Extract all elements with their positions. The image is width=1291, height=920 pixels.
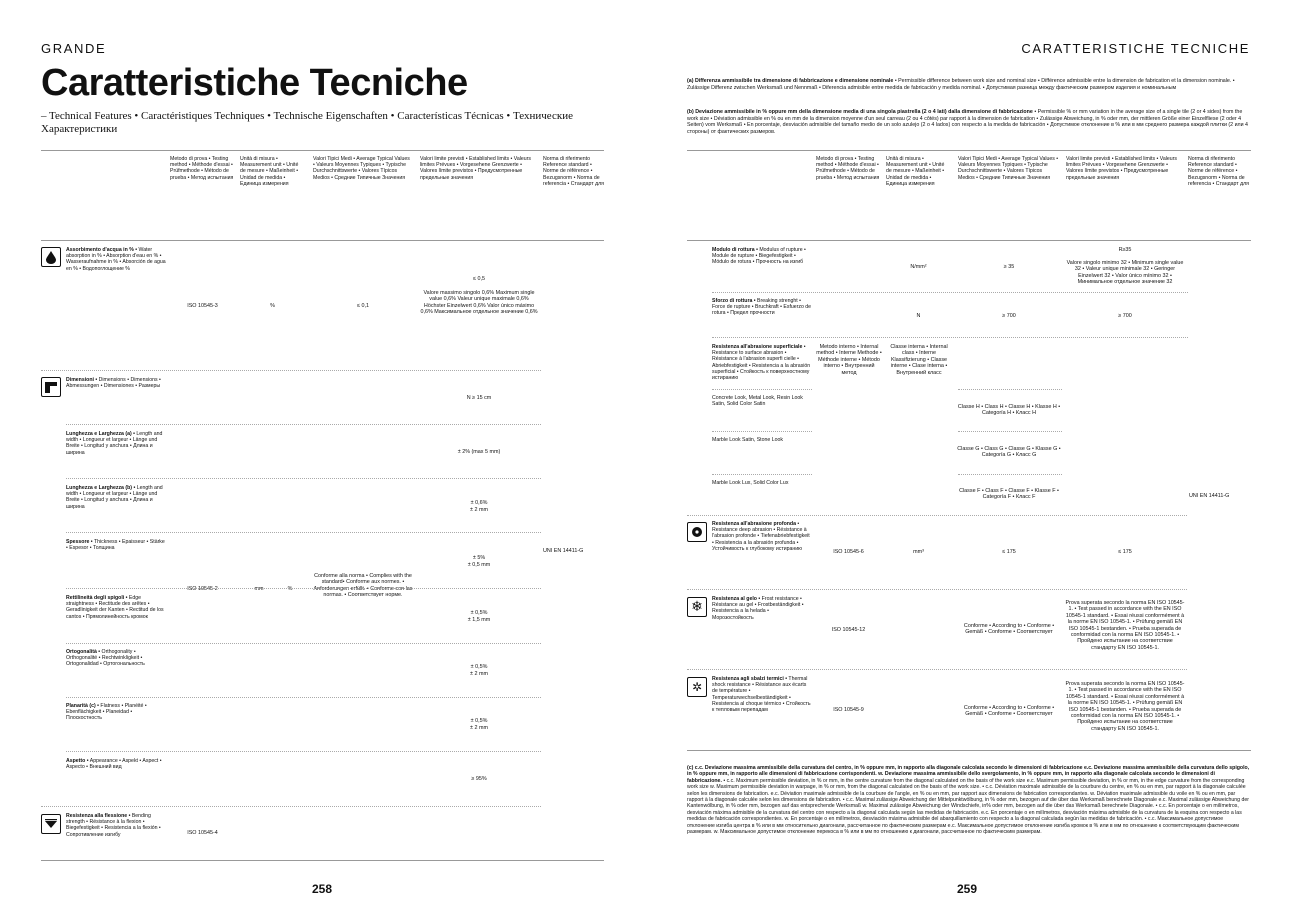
thermal-icon: ✲ [687, 677, 707, 697]
row-divider [41, 370, 541, 371]
thermal-typical: Conforme • According to • Conforme • Gemäß • Conforme • Соответствует [963, 705, 1055, 718]
frost-typical: Conforme • According to • Conforme • Gemäß • Conforme • Соответствует [963, 623, 1055, 636]
header-method: Metodo di prova • Testing method • Méthode d'essai • Prüfmethode • Método de prueba • Метод испытания [816, 156, 880, 181]
row-thickness-label: Spessore • Thickness • Epaisseur • Stärke • Espesor • Толщина [66, 539, 165, 552]
sub-row-1-typical: Classe H • Class H • Classe H • Klasse H • Categoría H • Класс H [957, 404, 1061, 417]
modulus-typical: ≥ 35 [1003, 264, 1015, 270]
frost-limit: Prova superata secondo la norma EN ISO 10545-1. • Test passed in accordance with the EN ISO 10545-1 standard. • Essai réussi conformément à la norme EN ISO 10545-1. • Prüfung gemäß EN ISO 10545-1 bestanden. • Prueba superada de conformidad con la norma EN ISO 10545-1. • Пройдено испытание на соответствие стандарту EN ISO 10545-1. [1065, 600, 1185, 651]
header-limits: Valori limite previsti • Established limits • Valeurs limites Prévues • Vorgesehene Grenzwerte • Valores límite previstos • Предусмотренные предельные значения [1066, 156, 1177, 181]
row-divider [66, 424, 541, 425]
thermal-method: ISO 10545-9 [833, 707, 864, 713]
dimensions-group-typical: Conforme alla norma • Complies with the standard• Conforme aux normes. • Anforderungen erfüllt. • Conforme con las normas. • Соответствует норме. [313, 573, 413, 599]
modulus-unit: N/mm² [910, 264, 927, 270]
row-surface-abrasion-label: Resistenza all'abrasione superficiale • Resistance to surface abrasion • Résistance à l'abrasion superfi cielle • Abriebfestigkeit • Resistencia a la abrasión superficial • Стойкость к поверхностному истиранию [712, 344, 811, 382]
footnote-a: (a) Differenza ammissibile tra dimensione di fabbricazione e dimensione nominale • Permissible difference between work size and nominal size • Différence admissible entre la dimension de fabrication et la dimension nominale. • Zulässige Differenz zwischen Werksmaß und Nennmaß • Diferencia admisible entre medida de fabricación y medida nominal. • Допустимая разница между фактическим размером изделия и номинальным [687, 78, 1235, 91]
row-divider [41, 806, 541, 807]
dimensions-limit: N ≥ 15 cm [466, 395, 492, 401]
row-water-label: Assorbimento d'acqua in % • Water absorption in % • Absorption d'eau en % • Wasseraufnahme in % • Absorción de agua en % • Водопоглощение % [66, 247, 166, 272]
breaking-typical: ≥ 700 [1002, 313, 1016, 319]
row-divider [712, 292, 1188, 293]
row-deep-abrasion-label: Resistenza all'abrasione profonda • Resistance deep abrasion • Résistance à l'abrasion profonde • Tiefenabriebfestigkeit • Resistencia a la abrasión profunda • Устойчивость к глубокому истиранию [712, 521, 810, 552]
row-flatness-label: Planarità (c) • Flatness • Planéité • Ebenflächigkeit • Planeidad • Плоскостность [66, 703, 147, 722]
sub-row-3-typical: Classe F • Class F • Classe F • Klasse F • Categoría F • Класс F [959, 488, 1059, 501]
header-typical: Valori Tipici Medi • Average Typical Values • Valeurs Moyennes Typiques • Typische Durchschnittswerte • Valores Típicos Medios • Средние Типичные Значения [313, 156, 410, 181]
bottom-divider [41, 860, 604, 861]
sub-row-1-label: Concrete Look, Metal Look, Resin Look Satin, Solid Color Satin [712, 395, 803, 408]
bending-icon [41, 814, 61, 834]
table-divider [687, 240, 1251, 241]
dimensions-group-unit-mm: mm [254, 586, 264, 592]
row-divider [958, 389, 1062, 390]
appearance-limit: ≥ 95% [471, 776, 487, 782]
row-bending-label: Resistenza alla flessione • Bending strength • Résistance à la flexion • Biegefestigkeit • Resistencia a la flexión • Сопротивление изгибу [66, 813, 161, 838]
footnote-c: (c) c.c. Deviazione massima ammissibile della curvatura del centro, in % oppure mm, in rapporto alla diagonale calcolata secondo le dimensioni di fabbricazione e.c. Deviazione massima ammissibile della curvatura dello spigolo, in % oppure mm, in rapporto alle dimensioni di fabbricazione corrispondenti. w. Deviazione massima ammissibile dello svergolamento, in % oppure mm, in rapporto alla diagonale calcolata secondo le dimensioni di fabbricazione. • c.c. Maximum permissible deviation, in % or mm, in the centre curvature from the diagonal calculated on the basis of the work size e.c. Maximum permissible deviation, in % or mm, in the edge curvature from the corresponding work size w. Maximum permissible deviation in warpage, in % or mm, from the diagonal calculated on the basis of the work size. • c.c. Déviation maximale admissible de la courbure du centre, en % ou en mm, par rapport à la diagonale calculée selon les dimensions de fabrication. e.c. Déviation maximale admissible de la courbure de l'angle, en % ou en mm, par rapport aux dimensions de fabrication correspondantes. w. Déviation maximale admissible du voile en % ou en mm, par rapport à la diagonale calculée selon les dimensions de fabrication. • c.c. Maximal zulässige Abweichung der Mittelpunktwölbung, in % oder mm, bezogen auf die über das Werksmaß berechnete Diagonale e.c. Maximal zulässige Abweichung der Kantenwölbung, in % oder mm, bezogen auf das entsprechende Werksmaß w. Maximal zulässige Abweichung der Windschiefe, in% oder mm, bezogen auf die über das Werksmaß berechnete Diagonale. • c.c. En porcentaje o en milímetros, desviación máxima admisible de la curvatura del centro con respecto a la diagonal calculada según las medidas de fabricación. e.c. En porcentaje o en milímetros, desviación máxima admisible de la curvatura de la esquina con respecto a las medidas de fabricación correspondientes. w. En porcentaje o en milímetros, desviación máxima admisible del abarquillamiento con respecto a la diagonal calculada según las medidas de fabricación. • c.c. Максимальное допустимое отклонение изгиба центра в % или в мм относительно диагонали, рассчитанное по фактическим размерам e.c. Максимальное допустимое отклонение изгиба кромок в % или в мм по отношению к соответствующим фактическим размерам. w. Максимальное допустимое отклонение перекоса в % или в мм по отношению к диагонали, рассчитанное по фактическим размерам. [687, 765, 1250, 836]
deep-abrasion-typical: ≤ 175 [1002, 549, 1016, 555]
row-divider [66, 588, 541, 589]
row-dimensions-label: Dimensioni • Dimensions • Dimensions • Abmessungen • Dimensiones • Размеры [66, 377, 161, 390]
row-divider [687, 589, 1187, 590]
sub-row-2-label: Marble Look Satin, Stone Look [712, 437, 783, 443]
surface-abrasion-method: Metodo interno • Internal method • Interne Methode • Méthode interne • Método interno • Внутренний метод [816, 344, 882, 376]
deep-abrasion-method: ISO 10545-6 [833, 549, 864, 555]
flatness-limit-pct: ± 0,5% [470, 718, 488, 724]
row-length-b-label: Lunghezza e Larghezza (b) • Length and width • Longueur et largeur • Länge und Breite • Longitud y anchura • Длина и ширина [66, 485, 163, 510]
row-divider [712, 389, 812, 390]
row-divider [712, 474, 812, 475]
page-number: 259 [957, 882, 978, 896]
deep-abrasion-limit: ≤ 175 [1118, 549, 1132, 555]
row-length-a-label: Lunghezza e Larghezza (a) • Length and width • Longueur et largeur • Länge und Breite • Longitud y anchura • Длина и ширина [66, 431, 163, 456]
length-b-limit-mm: ± 2 mm [470, 507, 488, 513]
left-page [0, 0, 645, 920]
page-title: Caratteristiche Tecniche [41, 62, 468, 104]
abrasion-norm: UNI EN 14411-G [1189, 493, 1230, 499]
page-subtitle: – Technical Features • Caractéristiques Techniques • Technische Eigenschaften • Características Técnicas • Технические Характеристики [41, 110, 573, 135]
row-divider [712, 337, 1188, 338]
water-drop-icon [41, 247, 61, 267]
breaking-limit: ≥ 700 [1118, 313, 1132, 319]
row-frost-label: Resistenza al gelo • Frost resistance • Résistance au gel • Frostbeständigkeit • Resistencia a la helada • Морозостойкость [712, 596, 804, 621]
table-bottom-divider [687, 750, 1251, 751]
orthogonality-limit-mm: ± 2 mm [470, 671, 488, 677]
surface-abrasion-unit: Classe interna • Internal class • Interne Klassifizierung • Classe interne • Clase interna • Внутренний класс [890, 344, 948, 376]
row-divider [66, 751, 541, 752]
right-page [646, 0, 1291, 920]
water-method: ISO 10545-3 [187, 303, 218, 309]
water-typical: ≤ 0,1 [357, 303, 369, 309]
row-divider [66, 478, 541, 479]
top-divider [41, 150, 604, 151]
sub-row-2-typical: Classe G • Class G • Classe G • Klasse G • Categoría G • Класс G [957, 446, 1061, 459]
abrasion-disc-icon [687, 522, 707, 542]
bending-method: ISO 10545-4 [187, 830, 218, 836]
top-divider [687, 150, 1251, 151]
row-straightness-label: Rettilineità degli spigoli • Edge straightness • Rectitude des arêtes • Geradlinigkeit der Kanten • Rectitud de los cantos • Прямолинейность кромок [66, 595, 164, 620]
header-limits: Valori limite previsti • Established limits • Valeurs limites Prévues • Vorgesehene Grenzwerte • Valores límite previstos • Предусмотренные предельные значения [420, 156, 531, 181]
dimensions-group-unit-pct: % [287, 586, 293, 592]
header-norm: Norma di riferimento Reference standard • Norme de référence • Bezugsnorm • Norma de referencia • Стандарт для [543, 156, 604, 187]
header-method: Metodo di prova • Testing method • Méthode d'essai • Prüfmethode • Método de prueba • Метод испытания [170, 156, 234, 181]
row-modulus-label: Modulo di rottura • Modulus of rupture • Module de rupture • Biegefestigkeit • Módulo de rotura • Прочность на изгиб [712, 247, 806, 266]
header-typical: Valori Tipici Medi • Average Typical Values • Valeurs Moyennes Typiques • Typische Durchschnittswerte • Valores Típicos Medios • Средние Типичные Значения [958, 156, 1059, 181]
row-divider [958, 431, 1062, 432]
row-breaking-label: Sforzo di rottura • Breaking strenght • Force de rupture • Bruchkraft • Esfuerzo de rotura • Предел прочности [712, 298, 812, 317]
header-unit: Unità di misura • Measurement unit • Unité de mesure • Maßeinheit • Unidad de medida • Единица измерения [886, 156, 945, 187]
row-divider [66, 643, 541, 644]
modulus-limit-detail: Valore singolo minimo 32 • Minimum single value 32 • Valeur unique minimale 32 • Geringer Einzelwert 32 • Valor único mínimo 32 • Минимальное отдельное значение 32 [1066, 260, 1184, 286]
row-orthogonality-label: Ortogonalità • Orthogonality • Orthogonalité • Rechtwinkligkeit • Ortogonalidad • Ортогональность [66, 649, 145, 668]
row-divider [687, 669, 1187, 670]
table-divider [41, 240, 604, 241]
modulus-limit: R≥35 [1118, 247, 1132, 253]
flatness-limit-mm: ± 2 mm [470, 725, 488, 731]
brand-label: CARATTERISTICHE TECNICHE [1021, 41, 1250, 56]
length-b-limit-pct: ± 0,6% [470, 500, 488, 506]
row-divider [687, 515, 1187, 516]
row-appearance-label: Aspetto • Appearance • Aspekt • Aspect • Aspecto • Внешний вид [66, 758, 162, 771]
frost-method: ISO 10545-12 [831, 627, 866, 633]
water-limit-detail: Valore massimo singolo 0,6% Maximum single value 0,6% Valeur unique maximale 0,6% Höchster Einzelwert 0,6% Valor único máximo 0,6% Максимальное отдельное значение 0,6% [420, 290, 538, 316]
thickness-limit-mm: ± 0,5 mm [467, 562, 491, 568]
thermal-limit: Prova superata secondo la norma EN ISO 10545-1. • Test passed in accordance with the EN ISO 10545-1 standard. • Essai réussi conformément à la norme EN ISO 10545-1. • Prüfung gemäß EN ISO 10545-1 bestanden. • Prueba superada de conformidad con la norma EN ISO 10545-1. • Пройдено испытание на соответствие стандарту EN ISO 10545-1. [1065, 681, 1185, 732]
ruler-icon [41, 377, 61, 397]
row-divider [66, 532, 541, 533]
page-number: 258 [312, 882, 333, 896]
thickness-norm: UNI EN 14411-G [543, 548, 584, 554]
brand-label: GRANDE [41, 41, 107, 56]
row-thermal-label: Resistenza agli sbalzi termici • Thermal shock resistance • Résistance aux écarts de température • Temperaturwechselbeständigkeit • Resistencia al choque térmico • Стойкость к тепловым перепадам [712, 676, 811, 714]
thickness-limit-pct: ± 5% [472, 555, 486, 561]
snowflake-icon: ❄ [687, 597, 707, 617]
sub-row-3-label: Marble Look Lux, Solid Color Lux [712, 480, 789, 486]
dimensions-group-method: ISO 10545-2 [187, 586, 218, 592]
straightness-limit-mm: ± 1,5 mm [467, 617, 491, 623]
water-limit: ≤ 0,5 [473, 276, 485, 282]
breaking-unit: N [916, 313, 921, 319]
row-divider [958, 474, 1062, 475]
orthogonality-limit-pct: ± 0,5% [470, 664, 488, 670]
header-unit: Unità di misura • Measurement unit • Unité de mesure • Maßeinheit • Unidad de medida • Единица измерения [240, 156, 299, 187]
length-a-limit: ± 2% (max 5 mm) [457, 449, 501, 455]
footnote-b: (b) Deviazione ammissibile in % oppure mm della dimensione media di una singola piastrella (2 o 4 lati) dalla dimensione di fabbricazione • Permissible % or mm variation in the average size of a single tile (2 or 4 sides) from the work size • Déviation admissible en % ou en mm de la dimension moyenne d'un seul carreau (2 ou 4 côtés) par rapport à la dimension de fabrication • Zulässige Abweichung, in % oder mm, der mittleren Größe einer Einzelfliese (2 oder 4 Seiten) vom Werksmaß • En porcentaje, desviación admisible del tamaño medio de un solo azulejo (2 o 4 lados) con respecto a la medida de fabricación • Допустимое отклонение в % или в мм среднего размера каждой плитки (2 или 4 стороны) от фактических размеров. [687, 109, 1249, 135]
water-unit: % [270, 303, 275, 309]
deep-abrasion-unit: mm³ [913, 549, 924, 555]
row-divider [712, 431, 812, 432]
header-norm: Norma di riferimento Reference standard • Norme de référence • Bezugsnorm • Norma de referencia • Стандарт для [1188, 156, 1249, 187]
straightness-limit-pct: ± 0,5% [470, 610, 488, 616]
row-divider [66, 697, 541, 698]
